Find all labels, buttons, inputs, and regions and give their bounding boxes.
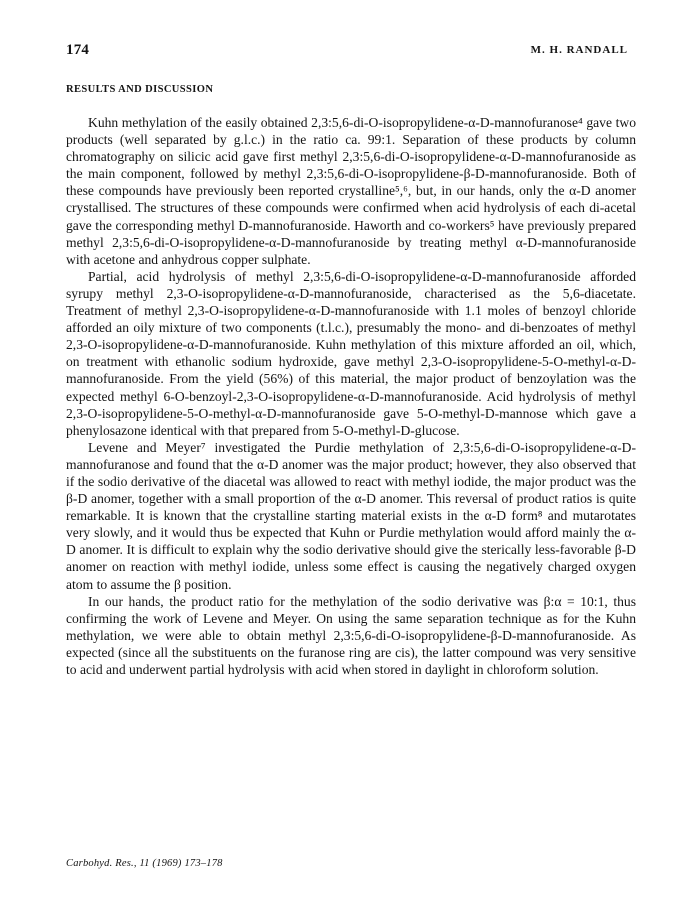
- body-text: [66, 114, 636, 678]
- section-heading: RESULTS AND DISCUSSION: [66, 84, 214, 95]
- paragraph-kuhn-methylation: Kuhn methylation of the easily obtained 2,3:5,6-di-O-isopropylidene-α-D-mannofuranose⁴ gave two products (well separated by g.l.c.) in the ratio ca. 99:1. Separation of these products by column chromatography on silicic acid gave first methyl 2,3:5,6-di-O-isopropylidene-α-D-mannofuranoside as the main component, followed by methyl 2,3:5,6-di-O-isopropylidene-β-D-mannofuranoside. Both of these compounds have previously been reported crystalline⁵,⁶, but, in our hands, only the α-D anomer crystallised. The structures of these compounds were confirmed when acid hydrolysis of each di-acetal gave the corresponding methyl D-mannofuranoside. Haworth and co-workers⁵ have previously prepared methyl 2,3:5,6-di-O-isopropylidene-α-D-mannofuranoside by treating methyl α-D-mannofuranoside with acetone and anhydrous copper sulphate.: [66, 115, 636, 267]
- running-head-author: M. H. RANDALL: [530, 44, 628, 56]
- paragraph-levene-meyer: Levene and Meyer⁷ investigated the Purdie methylation of 2,3:5,6-di-O-isopropylidene-α-D-mannofuranose and found that the α-D anomer was the major product; however, they also observed that if the sodio derivative of the diacetal was allowed to react with methyl iodide, the major product was the β-D anomer, together with a small proportion of the α-D anomer. This reversal of product ratios is quite remarkable. It is known that the crystalline starting material exists in the α-D form⁸ and mutarotates very slowly, and it would thus be expected that Kuhn or Purdie methylation would afford mainly the α-D anomer. It is difficult to explain why the sodio derivative should give the sterically less-favorable β-D anomer on reaction with methyl iodide, unless some effect is causing the negatively charged oxygen atom to assume the β position.: [66, 439, 636, 592]
- page-number: 174: [66, 42, 90, 58]
- paragraph-partial-hydrolysis: Partial, acid hydrolysis of methyl 2,3:5,6-di-O-isopropylidene-α-D-mannofuranoside afforded syrupy methyl 2,3-O-isopropylidene-α-D-mannofuranoside, characterised as the 5,6-diacetate. Treatment of methyl 2,3-O-isopropylidene-α-D-mannofuranoside with 1.1 moles of benzoyl chloride afforded an oily mixture of two components (t.l.c.), presumably the mono- and di-benzoates of methyl 2,3-O-isopropylidene-α-D-mannofuranoside. Kuhn methylation of this mixture afforded an oil, which, on treatment with ethanolic sodium hydroxide, gave methyl 2,3-O-isopropylidene-5-O-methyl-α-D-mannofuranoside. From the yield (56%) of this material, the major product of benzoylation was the expected methyl 6-O-benzoyl-2,3-O-isopropylidene-α-D-mannofuranoside. Acid hydrolysis of methyl 2,3-O-isopropylidene-5-O-methyl-α-D-mannofuranoside gave 5-O-methyl-D-mannose which gave a phenylosazone identical with that prepared from 5-O-methyl-D-glucose.: [66, 268, 636, 438]
- journal-citation-footer: Carbohyd. Res., 11 (1969) 173–178: [66, 858, 223, 869]
- paragraph-product-ratio: In our hands, the product ratio for the methylation of the sodio derivative was β:α = 10:1, thus confirming the work of Levene and Meyer. On using the same separation technique as for the Kuhn methylation, we were able to obtain methyl 2,3:5,6-di-O-isopropylidene-β-D-mannofuranoside. As expected (since all the substituents on the furanose ring are cis), the latter compound was very sensitive to acid and underwent partial hydrolysis with acid when stored in daylight in chloroform solution.: [66, 593, 636, 677]
